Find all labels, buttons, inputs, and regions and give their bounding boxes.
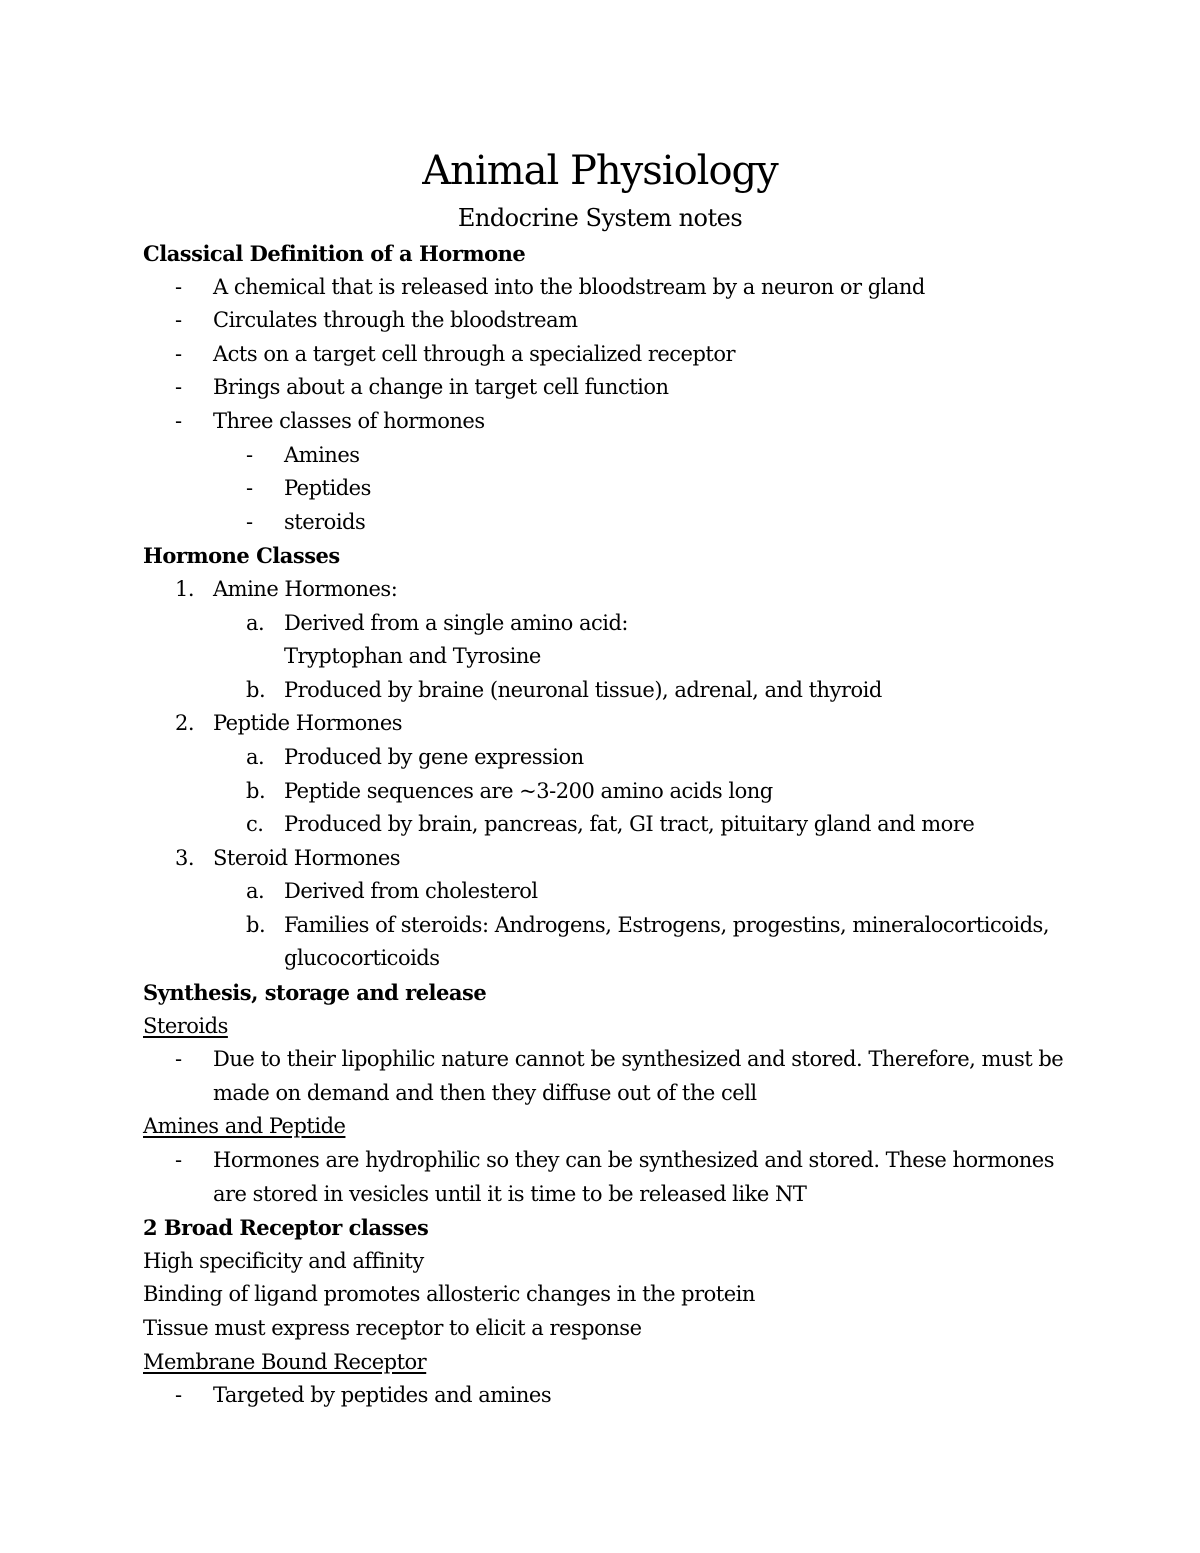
plain-line: Binding of ligand promotes allosteric changes in the protein: [143, 1282, 755, 1307]
dash-marker: -: [175, 341, 182, 366]
lettered-item: [143, 808, 1073, 842]
list-item-text: A chemical that is released into the bloodstream by a neuron or gland: [213, 274, 925, 299]
list-item-text: Due to their lipophilic nature cannot be synthesized and stored. Therefore, must be: [213, 1047, 1064, 1072]
lettered-item-text: Derived from cholesterol: [284, 879, 538, 904]
dash-marker: -: [175, 1148, 182, 1173]
list-item: [143, 371, 1073, 405]
sub-list-item: [143, 472, 1073, 506]
notes-body: [143, 237, 1073, 1413]
letter-marker: b.: [246, 677, 266, 702]
number-marker: 3.: [175, 845, 195, 870]
lettered-item: [143, 775, 1073, 809]
dash-marker: -: [175, 1047, 182, 1072]
letter-marker: b.: [246, 778, 266, 803]
numbered-item-text: Amine Hormones:: [213, 576, 398, 601]
letter-marker: a.: [246, 610, 265, 635]
lettered-item-text: Produced by braine (neuronal tissue), adrenal, and thyroid: [284, 677, 882, 702]
list-item-text: Hormones are hydrophilic so they can be synthesized and stored. These hormones: [213, 1148, 1055, 1173]
lettered-item: [143, 607, 1073, 641]
plain-line: High specificity and affinity: [143, 1248, 424, 1273]
numbered-item: [143, 842, 1073, 876]
letter-marker: c.: [246, 812, 264, 837]
page-title: Animal Physiology: [422, 148, 778, 194]
lettered-item-text: glucocorticoids: [284, 946, 440, 971]
list-item-continuation: [143, 1077, 1073, 1111]
subheading-amines-peptide: Amines and Peptide: [143, 1114, 346, 1139]
letter-marker: b.: [246, 912, 266, 937]
letter-marker: a.: [246, 744, 265, 769]
list-item-text: Three classes of hormones: [213, 408, 485, 433]
numbered-item: [143, 707, 1073, 741]
dash-marker: -: [175, 408, 182, 433]
number-marker: 1.: [175, 576, 195, 601]
list-item: [143, 338, 1073, 372]
list-item: [143, 1144, 1073, 1178]
list-item: [143, 405, 1073, 439]
list-item: [143, 271, 1073, 305]
lettered-item: [143, 674, 1073, 708]
lettered-item-continuation: [143, 640, 1073, 674]
lettered-item: [143, 909, 1073, 943]
section-heading-synthesis: Synthesis, storage and release: [143, 980, 487, 1006]
dash-marker: -: [246, 476, 253, 501]
letter-marker: a.: [246, 879, 265, 904]
list-item-text: are stored in vesicles until it is time to be released like NT: [213, 1181, 807, 1206]
dash-marker: -: [246, 442, 253, 467]
lettered-item: [143, 875, 1073, 909]
lettered-item-continuation: [143, 942, 1073, 976]
sub-list-item-text: Peptides: [284, 476, 371, 501]
lettered-item-text: Produced by brain, pancreas, fat, GI tract, pituitary gland and more: [284, 812, 975, 837]
sub-list-item-text: steroids: [284, 509, 366, 534]
sub-list-item: [143, 439, 1073, 473]
section-heading-receptors: 2 Broad Receptor classes: [143, 1215, 429, 1241]
list-item: [143, 1043, 1073, 1077]
subheading-steroids: Steroids: [143, 1013, 228, 1038]
lettered-item-text: Derived from a single amino acid:: [284, 610, 628, 635]
sub-list-item: [143, 506, 1073, 540]
numbered-item-text: Peptide Hormones: [213, 711, 403, 736]
list-item-text: Targeted by peptides and amines: [213, 1383, 552, 1408]
subheading-membrane-receptor: Membrane Bound Receptor: [143, 1349, 427, 1374]
lettered-item: [143, 741, 1073, 775]
dash-marker: -: [175, 375, 182, 400]
list-item-continuation: [143, 1178, 1073, 1212]
dash-marker: -: [175, 274, 182, 299]
list-item: [143, 304, 1073, 338]
list-item-text: Acts on a target cell through a specialized receptor: [213, 341, 736, 366]
sub-list-item-text: Amines: [284, 442, 360, 467]
list-item-text: Circulates through the bloodstream: [213, 308, 578, 333]
plain-line: Tissue must express receptor to elicit a response: [143, 1316, 642, 1340]
number-marker: 2.: [175, 711, 195, 736]
lettered-item-text: Peptide sequences are ~3-200 amino acids long: [284, 778, 773, 803]
dash-marker: -: [246, 509, 253, 534]
lettered-item-text: Families of steroids: Androgens, Estrogens, progestins, mineralocorticoids,: [284, 912, 1049, 937]
page-subtitle: Endocrine System notes: [457, 204, 743, 232]
dash-marker: -: [175, 1383, 182, 1408]
list-item: [143, 1379, 1073, 1413]
numbered-item-text: Steroid Hormones: [213, 845, 401, 870]
lettered-item-text: Tryptophan and Tyrosine: [284, 644, 541, 669]
dash-marker: -: [175, 308, 182, 333]
list-item-text: made on demand and then they diffuse out of the cell: [213, 1080, 757, 1105]
numbered-item: [143, 573, 1073, 607]
list-item-text: Brings about a change in target cell function: [213, 375, 669, 400]
section-heading-classical: Classical Definition of a Hormone: [143, 241, 526, 266]
section-heading-classes: Hormone Classes: [143, 543, 340, 569]
lettered-item-text: Produced by gene expression: [284, 744, 584, 769]
